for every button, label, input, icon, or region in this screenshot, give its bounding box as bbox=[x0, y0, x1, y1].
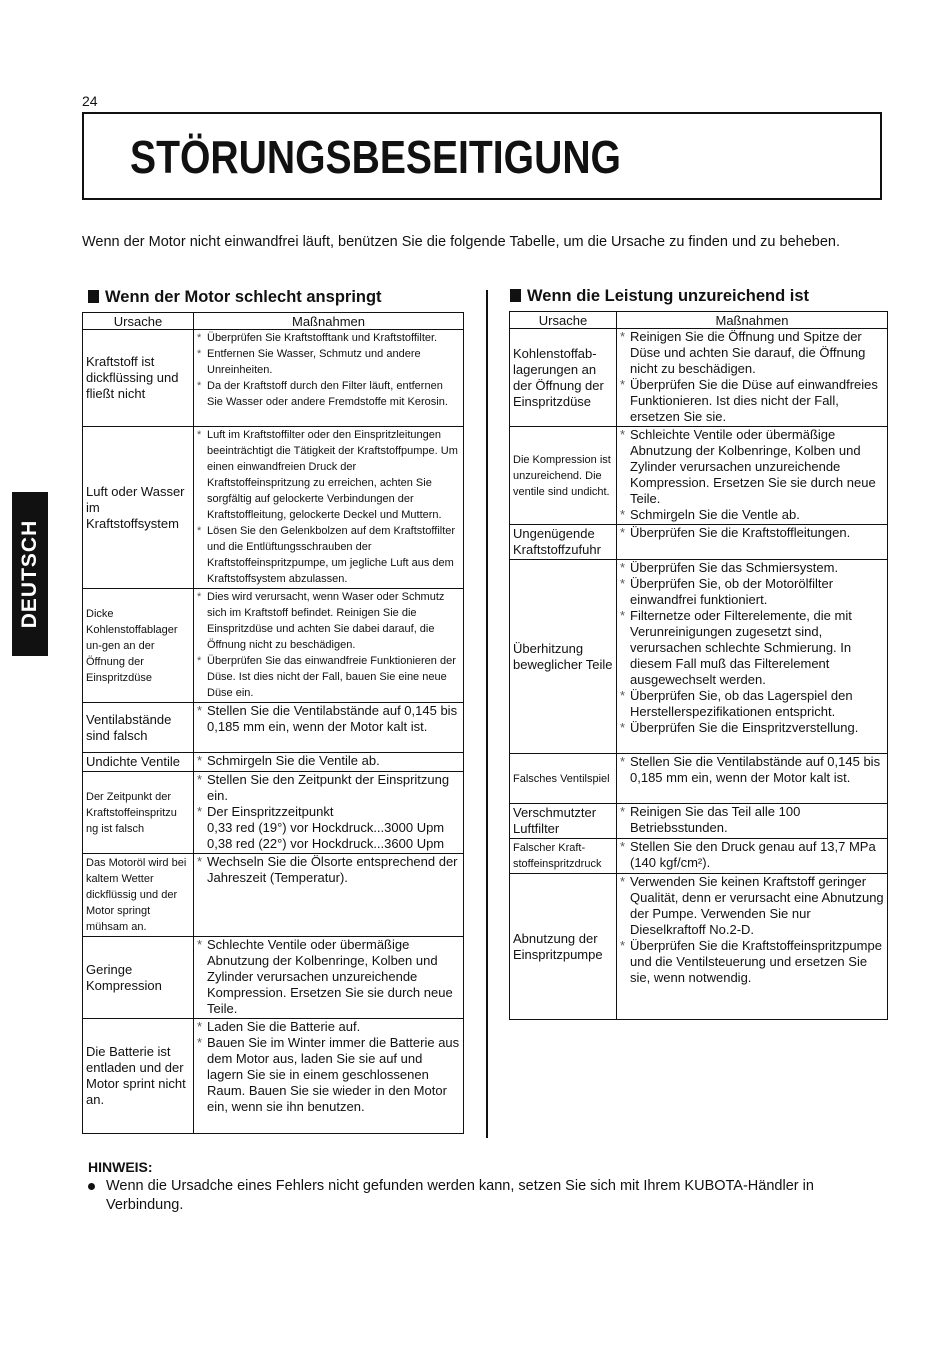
note-label: HINWEIS: bbox=[88, 1159, 153, 1175]
cause-cell: Luft oder Wasser im Kraftstoffsystem bbox=[83, 427, 194, 589]
table-row bbox=[83, 330, 464, 427]
table-row bbox=[83, 1019, 464, 1134]
section-bullet-icon bbox=[510, 289, 521, 302]
action-item: * Lösen Sie den Gelenkbolzen auf dem Kraftstoffilter und die Entlüftungsschrauben der Kraftstoffeinspritzpumpe, um jegliche Luft aus dem Kraftstoffsystem abzulassen. bbox=[197, 523, 460, 587]
action-item: * Überprüfen Sie das Schmiersystem. bbox=[620, 560, 884, 576]
action-item: * Reinigen Sie die Öffnung und Spitze der Düse und achten Sie darauf, die Öffnung nicht zu beschädigen. bbox=[620, 329, 884, 377]
action-item: * Reinigen Sie das Teil alle 100 Betriebsstunden. bbox=[620, 804, 884, 836]
language-side-tab bbox=[12, 492, 48, 656]
action-item: * Überprüfen Sie, ob das Lagerspiel den Herstellerspezifikationen entspricht. bbox=[620, 688, 884, 720]
actions-cell bbox=[194, 753, 464, 772]
cause-cell: Kohlenstoffab-lagerungen an der Öffnung der Einspritzdüse bbox=[510, 329, 617, 427]
action-item: * Laden Sie die Batterie auf. bbox=[197, 1019, 460, 1035]
cause-cell: Falscher Kraft-stoffeinspritzdruck bbox=[510, 839, 617, 874]
cause-cell: Geringe Kompression bbox=[83, 937, 194, 1019]
table-row bbox=[510, 839, 888, 874]
action-item: * Überprüfen Sie die Kraftstoffleitungen. bbox=[620, 525, 884, 541]
col-header-cause: Ursache bbox=[510, 312, 617, 329]
note-text: Wenn die Ursadche eines Fehlers nicht gefunden werden kann, setzen Sie sich mit Ihrem KUBOTA-Händler in Verbindung. bbox=[106, 1178, 814, 1213]
actions-cell bbox=[194, 703, 464, 753]
col-header-cause: Ursache bbox=[83, 313, 194, 330]
side-tab-label: DEUTSCH bbox=[18, 519, 41, 629]
cause-cell: Abnutzung der Einspritzpumpe bbox=[510, 874, 617, 1020]
actions-cell bbox=[194, 772, 464, 854]
actions-cell bbox=[194, 330, 464, 427]
table-row bbox=[510, 427, 888, 525]
action-item: * Überprüfen Sie das einwandfreie Funktionieren der Düse. Ist dies nicht der Fall, bauen Sie eine neue Düse ein. bbox=[197, 653, 460, 701]
actions-cell bbox=[617, 804, 888, 839]
actions-cell bbox=[194, 937, 464, 1019]
table-row bbox=[510, 874, 888, 1020]
column-divider bbox=[486, 290, 488, 1138]
cause-cell: Überhitzung beweglicher Teile bbox=[510, 560, 617, 754]
action-item: * Luft im Kraftstoffilter oder den Einspritzleitungen beeinträchtigt die Tätigkeit der Kraftstoffpumpe. Um einen einwandfreien Druck der Kraftstoffeinspritzung zu erreichen, achten Sie sorgfältig auf gelockerte Verbindungen der Kraftstoffleitung, gelockerte Deckel und Muttern. bbox=[197, 427, 460, 523]
cause-cell: Dicke Kohlenstoffablager un-gen an der Öffnung der Einspritzdüse bbox=[83, 589, 194, 703]
table-row bbox=[83, 854, 464, 937]
action-item: * Stellen Sie den Zeitpunkt der Einspritzung ein. bbox=[197, 772, 460, 804]
section-bullet-icon bbox=[88, 290, 99, 303]
action-item: * Schmirgeln Sie die Ventle ab. bbox=[620, 507, 884, 523]
timing-value: 0,38 red (22°) vor Hockdruck...3600 Upm bbox=[207, 836, 445, 851]
table-header-row bbox=[510, 312, 888, 329]
left-heading-text: Wenn der Motor schlecht anspringt bbox=[105, 288, 382, 306]
right-troubleshooting-table bbox=[509, 311, 888, 1020]
table-row bbox=[510, 560, 888, 754]
cause-cell: Verschmutzter Luftfilter bbox=[510, 804, 617, 839]
action-item: * Überprüfen Sie, ob der Motorölfilter einwandfrei funktioniert. bbox=[620, 576, 884, 608]
action-item: * Schmirgeln Sie die Ventile ab. bbox=[197, 753, 460, 769]
table-row bbox=[510, 754, 888, 804]
action-item: * Stellen Sie die Ventilabstände auf 0,145 bis 0,185 mm ein, wenn der Motor kalt ist. bbox=[197, 703, 460, 735]
cause-cell: Kraftstoff ist dickflüssing und fließt nicht bbox=[83, 330, 194, 427]
cause-cell: Das Motoröl wird bei kaltem Wetter dickflüssig und der Motor springt mühsam an. bbox=[83, 854, 194, 937]
action-item: * Stellen Sie den Druck genau auf 13,7 MPa (140 kgf/cm²). bbox=[620, 839, 884, 871]
action-item: * Überprüfen Sie Kraftstofftank und Kraftstoffilter. bbox=[197, 330, 460, 346]
table-row bbox=[83, 937, 464, 1019]
left-troubleshooting-table bbox=[82, 312, 464, 1134]
col-header-actions: Maßnahmen bbox=[617, 312, 888, 329]
note-text-block bbox=[88, 1177, 888, 1215]
actions-cell bbox=[194, 427, 464, 589]
cause-cell: Ungenügende Kraftstoffzufuhr bbox=[510, 525, 617, 560]
right-heading-text: Wenn die Leistung unzureichend ist bbox=[527, 287, 810, 305]
action-item: * Dies wird verursacht, wenn Waser oder Schmutz sich im Kraftstoff befindet. Reinigen Sie die Einspritzdüse und achten Sie dabei darauf, die Öffnung nicht zu beschädigen. bbox=[197, 589, 460, 653]
actions-cell bbox=[617, 560, 888, 754]
table-row bbox=[83, 753, 464, 772]
cause-cell: Die Batterie ist entladen und der Motor sprint nicht an. bbox=[83, 1019, 194, 1134]
table-row bbox=[83, 703, 464, 753]
table-header-row bbox=[83, 313, 464, 330]
col-header-actions: Maßnahmen bbox=[194, 313, 464, 330]
page-title: STÖRUNGSBESEITIGUNG bbox=[130, 131, 621, 183]
actions-cell bbox=[617, 525, 888, 560]
actions-cell bbox=[617, 839, 888, 874]
actions-cell bbox=[617, 427, 888, 525]
right-section-heading bbox=[510, 287, 809, 306]
intro-text: Wenn der Motor nicht einwandfrei läuft, benützen Sie die folgende Tabelle, um die Ursache zu finden und zu beheben. bbox=[82, 234, 840, 250]
actions-cell bbox=[194, 854, 464, 937]
table-row bbox=[510, 329, 888, 427]
table-row bbox=[510, 804, 888, 839]
action-item: * Entfernen Sie Wasser, Schmutz und andere Unreinheiten. bbox=[197, 346, 460, 378]
table-row bbox=[83, 772, 464, 854]
actions-cell bbox=[194, 589, 464, 703]
action-item: * Da der Kraftstoff durch den Filter läuft, entfernen Sie Wasser oder andere Fremdstoffe mit Kerosin. bbox=[197, 378, 460, 410]
table-row bbox=[510, 525, 888, 560]
table-row bbox=[83, 589, 464, 703]
actions-cell bbox=[617, 874, 888, 1020]
action-item: * Wechseln Sie die Ölsorte entsprechend der Jahreszeit (Temperatur). bbox=[197, 854, 460, 886]
title-box bbox=[82, 112, 882, 200]
action-item: * Der Einspritzzeitpunkt bbox=[197, 804, 460, 820]
actions-cell bbox=[194, 1019, 464, 1134]
action-item: * Verwenden Sie keinen Kraftstoff geringer Qualität, denn er verursacht eine Abnutzung der Pumpe. Verwenden Sie nur Dieselkraftoff No.2-D. bbox=[620, 874, 884, 938]
action-item: * Überprüfen Sie die Einspritzverstellung. bbox=[620, 720, 884, 736]
cause-cell: Undichte Ventile bbox=[83, 753, 194, 772]
action-item: * Schleichte Ventile oder übermäßige Abnutzung der Kolbenringe, Kolben und Zylinder verursachen unzureichende Kompression. Ersetzen Sie sie durch neue Teile. bbox=[620, 427, 884, 507]
page-number: 24 bbox=[82, 93, 98, 109]
actions-cell bbox=[617, 754, 888, 804]
action-item: * Überprüfen Sie die Kraftstoffeinspritzpumpe und die Ventilsteuerung und ersetzen Sie sie, wenn notwendig. bbox=[620, 938, 884, 986]
table-row bbox=[83, 427, 464, 589]
actions-cell bbox=[617, 329, 888, 427]
action-item: * Bauen Sie im Winter immer die Batterie aus dem Motor aus, laden Sie sie auf und lagern Sie sie in einem geschlossenen Raum. Bauen Sie sie wieder in den Motor ein, wenn sie ihn benutzen. bbox=[197, 1035, 460, 1115]
left-section-heading bbox=[88, 288, 382, 307]
cause-cell: Der Zeitpunkt der Kraftstoffeinspritzu ng ist falsch bbox=[83, 772, 194, 854]
action-item: * Stellen Sie die Ventilabstände auf 0,145 bis 0,185 mm ein, wenn der Motor kalt ist. bbox=[620, 754, 884, 786]
action-item: * Schlechte Ventile oder übermäßige Abnutzung der Kolbenringe, Kolben und Zylinder verursachen unzureichende Kompression. Ersetzen Sie sie durch neue Teile. bbox=[197, 937, 460, 1017]
action-item: * Filternetze oder Filterelemente, die mit Verunreinigungen zugesetzt sind, verursachen schlechte Schmierung. In diesem Fall muß das Filterelement ausgewechselt werden. bbox=[620, 608, 884, 688]
timing-value: 0,33 red (19°) vor Hockdruck...3000 Upm bbox=[207, 820, 445, 835]
cause-cell: Falsches Ventilspiel bbox=[510, 754, 617, 804]
action-item: * Überprüfen Sie die Düse auf einwandfreies Funktionieren. Ist dies nicht der Fall, ersetzen Sie sie. bbox=[620, 377, 884, 425]
cause-cell: Ventilabstände sind falsch bbox=[83, 703, 194, 753]
cause-cell: Die Kompression ist unzureichend. Die ventile sind undicht. bbox=[510, 427, 617, 525]
bullet-dot-icon bbox=[88, 1183, 95, 1190]
